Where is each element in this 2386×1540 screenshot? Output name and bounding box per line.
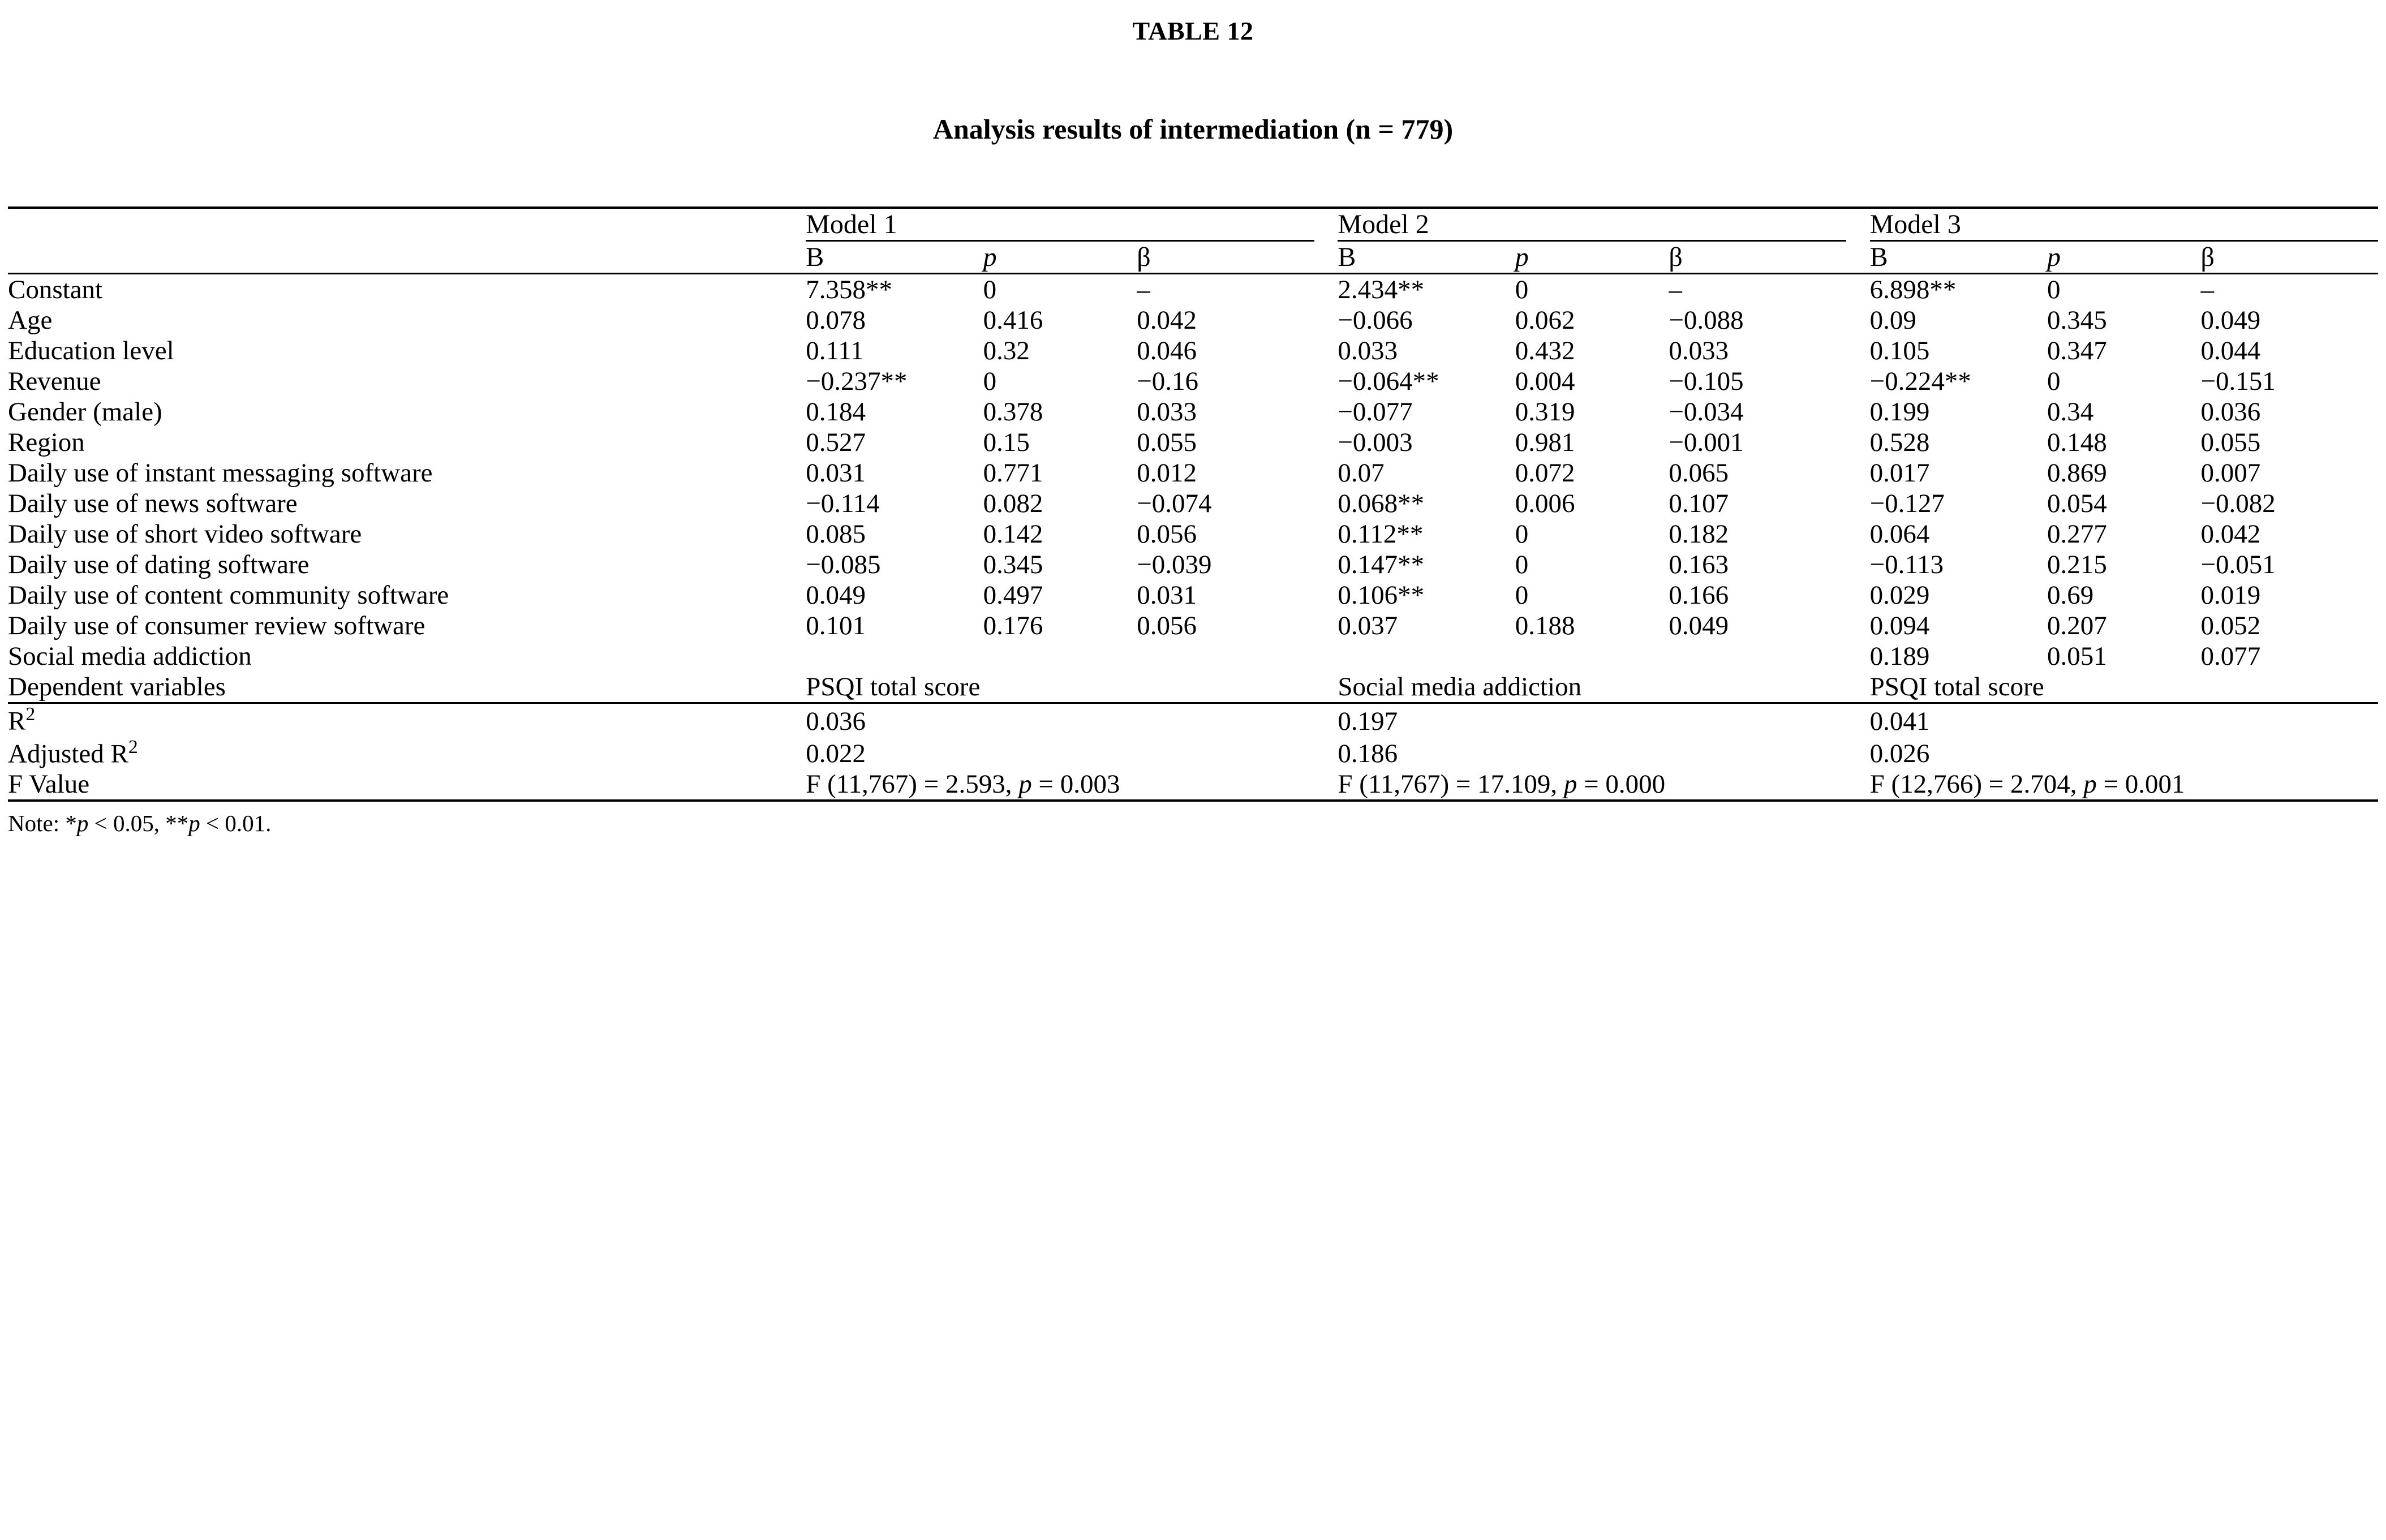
cell-m3-b: 0.029 xyxy=(1869,580,1930,610)
gap-cell xyxy=(1846,427,1870,458)
row-label: Revenue xyxy=(8,367,101,396)
cell-m3-beta: 0.049 xyxy=(2200,306,2261,335)
f-value-m1-p: p xyxy=(1018,769,1032,799)
gap-cell xyxy=(1846,519,1870,549)
table-row xyxy=(8,366,2378,397)
cell-m3-beta: 0.052 xyxy=(2200,611,2261,640)
table-row xyxy=(8,274,2378,306)
table-row xyxy=(8,458,2378,488)
m2-col-p: p xyxy=(1515,242,1529,272)
cell-m2-p: 0.072 xyxy=(1515,458,1575,488)
cell-m3-b: 0.189 xyxy=(1869,642,1930,671)
gap-cell xyxy=(1846,769,1870,801)
gap-cell xyxy=(1846,208,1870,241)
stat-m1: 0.022 xyxy=(806,739,866,769)
cell-m1-p: 0 xyxy=(983,367,997,396)
table-row xyxy=(8,335,2378,366)
row-label xyxy=(8,703,806,737)
f-value-m2-p: p xyxy=(1563,769,1577,799)
cell-m3-b: −0.113 xyxy=(1869,550,1944,579)
cell-m2-b: −0.003 xyxy=(1338,428,1413,457)
cell-m3-p: 0.051 xyxy=(2047,642,2107,671)
r-squared-sup: 2 xyxy=(25,704,36,725)
cell-m2-beta: 0.049 xyxy=(1669,611,1729,640)
table-row xyxy=(8,641,2378,672)
row-label: Daily use of consumer review software xyxy=(8,611,425,640)
stat-m2: 0.197 xyxy=(1338,703,1846,737)
gap-cell xyxy=(1846,458,1870,488)
table-row xyxy=(8,580,2378,610)
row-label: Social media addiction xyxy=(8,642,252,671)
model-1-header: Model 1 xyxy=(806,208,1314,241)
cell-m3-beta: 0.036 xyxy=(2200,397,2261,427)
row-label: Dependent variables xyxy=(8,672,226,702)
gap-cell xyxy=(1314,641,1338,672)
cell-m1-p: 0.142 xyxy=(983,519,1043,549)
gap-cell xyxy=(1846,335,1870,366)
cell-m1-p: 0.32 xyxy=(983,336,1030,365)
cell-m1-p: 0.771 xyxy=(983,458,1043,488)
cell-m3-b: 0.09 xyxy=(1869,306,1916,335)
f-value-m2-post: = 0.000 xyxy=(1577,769,1666,799)
cell-m3-b: 0.064 xyxy=(1869,519,1930,549)
cell-m2-p: 0.319 xyxy=(1515,397,1575,427)
f-value-m2-pre: F (11,767) = 17.109, xyxy=(1338,769,1564,799)
cell-m3-b: 0.017 xyxy=(1869,458,1930,488)
cell-m3-p: 0.34 xyxy=(2047,397,2094,427)
note-suffix: < 0.01. xyxy=(200,810,272,837)
gap-cell xyxy=(1314,458,1338,488)
row-label: Daily use of dating software xyxy=(8,550,309,579)
cell-m2-b xyxy=(1338,641,1515,672)
cell-m3-b: −0.224** xyxy=(1869,367,1971,396)
model-3-header: Model 3 xyxy=(1870,208,2378,241)
cell-m2-beta: – xyxy=(1669,274,1846,306)
cell-m2-p: 0.432 xyxy=(1515,336,1575,365)
gap-cell xyxy=(1314,335,1338,366)
cell-m3-p: 0.148 xyxy=(2047,428,2107,457)
cell-m3-beta: – xyxy=(2201,274,2378,306)
row-label: Region xyxy=(8,428,85,457)
stat-m3: 0.041 xyxy=(1870,703,2378,737)
gap-cell xyxy=(1846,397,1870,427)
model-2-header: Model 2 xyxy=(1338,208,1846,241)
stat-m3: 0.026 xyxy=(1869,739,1930,769)
cell-m1-beta: 0.033 xyxy=(1137,397,1197,427)
cell-m1-p: 0.416 xyxy=(983,306,1043,335)
cell-m2-beta: −0.088 xyxy=(1669,306,1744,335)
adjusted-r-squared-label: Adjusted R xyxy=(8,739,128,769)
cell-m3-p: 0.345 xyxy=(2047,306,2107,335)
f-value-m1-pre: F (11,767) = 2.593, xyxy=(806,769,1019,799)
cell-m2-p: 0.981 xyxy=(1515,428,1575,457)
cell-m3-p: 0.215 xyxy=(2047,550,2107,579)
cell-m1-beta: 0.042 xyxy=(1137,306,1197,335)
cell-m1-p xyxy=(983,641,1137,672)
gap-cell xyxy=(1846,366,1870,397)
model-header-row xyxy=(8,208,2378,241)
note-p-1: p xyxy=(76,810,89,837)
gap-cell xyxy=(1314,519,1338,549)
cell-m3-p: 0.69 xyxy=(2047,580,2094,610)
cell-m1-b: −0.237** xyxy=(806,367,908,396)
gap-cell xyxy=(1314,241,1338,274)
cell-m2-p xyxy=(1515,641,1669,672)
cell-m2-b: 2.434** xyxy=(1338,274,1515,306)
cell-m2-p: 0.006 xyxy=(1515,489,1575,518)
gap-cell xyxy=(1314,549,1338,580)
cell-m3-beta: 0.044 xyxy=(2200,336,2261,365)
note-p-2: p xyxy=(188,810,200,837)
cell-m1-p: 0.378 xyxy=(983,397,1043,427)
cell-m2-b: 0.112** xyxy=(1338,519,1424,549)
cell-m2-b: −0.066 xyxy=(1338,306,1413,335)
cell-m3-beta: −0.082 xyxy=(2200,489,2276,518)
m1-col-p: p xyxy=(983,242,997,272)
gap-cell xyxy=(1846,274,1870,306)
gap-cell xyxy=(1846,610,1870,641)
gap-cell xyxy=(1314,274,1338,306)
f-value-m3-pre: F (12,766) = 2.704, xyxy=(1869,769,2084,799)
empty-corner xyxy=(8,208,806,241)
cell-m1-beta: 0.046 xyxy=(1137,336,1197,365)
cell-m3-beta: 0.007 xyxy=(2200,458,2261,488)
dep-m2: Social media addiction xyxy=(1338,672,1582,702)
gap-cell xyxy=(1314,397,1338,427)
f-value-m3-post: = 0.001 xyxy=(2096,769,2185,799)
cell-m3-b: 6.898** xyxy=(1870,274,2047,306)
row-label: Gender (male) xyxy=(8,397,162,427)
table-number: TABLE 12 xyxy=(1132,16,1254,45)
gap-cell xyxy=(1846,305,1870,335)
cell-m2-beta: 0.166 xyxy=(1669,580,1729,610)
cell-m2-p: 0 xyxy=(1515,580,1529,610)
cell-m1-b: 0.527 xyxy=(806,428,866,457)
cell-m2-b: 0.147** xyxy=(1338,550,1425,579)
gap-cell xyxy=(1314,672,1338,703)
f-value-m1 xyxy=(806,769,1314,801)
row-label xyxy=(8,737,806,769)
cell-m1-b xyxy=(806,641,983,672)
cell-m1-b: 0.031 xyxy=(806,458,866,488)
cell-m3-beta: 0.055 xyxy=(2200,428,2261,457)
cell-m3-b: 0.199 xyxy=(1869,397,1930,427)
cell-m2-beta: 0.107 xyxy=(1669,489,1729,518)
cell-m3-beta: 0.077 xyxy=(2200,642,2261,671)
gap-cell xyxy=(1314,488,1338,519)
dep-m1: PSQI total score xyxy=(806,672,981,702)
cell-m1-p: 0.497 xyxy=(983,580,1043,610)
cell-m1-b: 0.085 xyxy=(806,519,866,549)
table-note xyxy=(8,802,2378,837)
cell-m1-beta: 0.031 xyxy=(1137,580,1197,610)
cell-m1-b: 0.101 xyxy=(806,611,866,640)
gap-cell xyxy=(1846,672,1870,703)
cell-m1-b: 0.049 xyxy=(806,580,866,610)
sub-header-row xyxy=(8,241,2378,274)
cell-m1-beta: −0.039 xyxy=(1137,550,1212,579)
cell-m3-p: 0.207 xyxy=(2047,611,2107,640)
f-value-m1-post: = 0.003 xyxy=(1031,769,1120,799)
gap-cell xyxy=(1314,769,1338,801)
cell-m2-p: 0 xyxy=(1515,550,1529,579)
cell-m2-beta: 0.065 xyxy=(1669,458,1729,488)
cell-m1-b: 0.111 xyxy=(806,336,864,365)
cell-m2-b: 0.068** xyxy=(1338,489,1425,518)
cell-m1-b: 0.078 xyxy=(806,306,866,335)
adjusted-r-squared-row xyxy=(8,737,2378,769)
stat-m1: 0.036 xyxy=(806,703,1314,737)
cell-m2-beta xyxy=(1669,641,1846,672)
cell-m3-p: 0 xyxy=(2047,367,2061,396)
table-row xyxy=(8,305,2378,335)
gap-cell xyxy=(1314,580,1338,610)
table-row xyxy=(8,397,2378,427)
cell-m2-b: −0.077 xyxy=(1338,397,1413,427)
cell-m3-beta: −0.151 xyxy=(2200,367,2276,396)
cell-m1-b: −0.085 xyxy=(806,550,881,579)
gap-cell xyxy=(1846,703,1870,737)
cell-m3-p: 0 xyxy=(2047,274,2201,306)
cell-m1-b: 7.358** xyxy=(806,274,983,306)
cell-m2-p: 0 xyxy=(1515,519,1529,549)
note-prefix: Note: * xyxy=(8,810,77,837)
gap-cell xyxy=(1846,241,1870,274)
cell-m1-beta: 0.056 xyxy=(1137,519,1197,549)
m3-col-b: B xyxy=(1869,242,1888,272)
row-label: Daily use of content community software xyxy=(8,580,449,610)
table-row xyxy=(8,488,2378,519)
cell-m1-beta: −0.074 xyxy=(1137,489,1212,518)
cell-m1-p: 0.082 xyxy=(983,489,1043,518)
gap-cell xyxy=(1314,427,1338,458)
dep-m3: PSQI total score xyxy=(1869,672,2044,702)
row-label: Constant xyxy=(8,274,806,306)
cell-m2-beta: −0.034 xyxy=(1669,397,1744,427)
cell-m1-b: −0.114 xyxy=(806,489,880,518)
cell-m3-b: 0.528 xyxy=(1869,428,1930,457)
cell-m2-beta: −0.105 xyxy=(1669,367,1744,396)
cell-m3-p: 0.347 xyxy=(2047,336,2107,365)
table-row xyxy=(8,549,2378,580)
f-value-m3-p: p xyxy=(2083,769,2097,799)
cell-m2-p: 0 xyxy=(1515,274,1669,306)
cell-m1-beta: 0.055 xyxy=(1137,428,1197,457)
cell-m2-beta: −0.001 xyxy=(1669,428,1744,457)
cell-m3-b: 0.105 xyxy=(1869,336,1930,365)
cell-m3-p: 0.277 xyxy=(2047,519,2107,549)
cell-m3-p: 0.054 xyxy=(2047,489,2107,518)
cell-m1-b: 0.184 xyxy=(806,397,866,427)
cell-m1-p: 0.15 xyxy=(983,428,1030,457)
r-squared-row xyxy=(8,703,2378,737)
f-value-m2 xyxy=(1338,769,1846,801)
row-label: Daily use of news software xyxy=(8,489,298,518)
cell-m2-b: 0.106** xyxy=(1338,580,1425,610)
gap-cell xyxy=(1846,580,1870,610)
cell-m1-beta: – xyxy=(1137,274,1314,306)
gap-cell xyxy=(1846,488,1870,519)
cell-m1-beta xyxy=(1137,641,1314,672)
row-label: Daily use of short video software xyxy=(8,519,362,549)
cell-m2-b: 0.033 xyxy=(1338,336,1398,365)
table-title: Analysis results of intermediation (n = 779) xyxy=(932,113,1454,145)
note-mid: < 0.05, ** xyxy=(88,810,189,837)
m2-col-b: B xyxy=(1338,242,1356,272)
cell-m2-p: 0.188 xyxy=(1515,611,1575,640)
f-value-m3 xyxy=(1870,769,2378,801)
m1-col-b: B xyxy=(806,242,824,272)
table-row xyxy=(8,427,2378,458)
f-value-row xyxy=(8,769,2378,801)
gap-cell xyxy=(1314,208,1338,241)
gap-cell xyxy=(1846,549,1870,580)
cell-m2-beta: 0.033 xyxy=(1669,336,1729,365)
results-table xyxy=(8,207,2378,802)
stat-m2: 0.186 xyxy=(1338,739,1398,769)
gap-cell xyxy=(1846,737,1870,769)
cell-m1-p: 0.176 xyxy=(983,611,1043,640)
gap-cell xyxy=(1314,305,1338,335)
gap-cell xyxy=(1314,737,1338,769)
cell-m3-beta: 0.042 xyxy=(2200,519,2261,549)
cell-m2-beta: 0.163 xyxy=(1669,550,1729,579)
cell-m1-p: 0.345 xyxy=(983,550,1043,579)
cell-m2-b: −0.064** xyxy=(1338,367,1439,396)
row-label: Education level xyxy=(8,336,174,365)
cell-m3-b: 0.094 xyxy=(1869,611,1930,640)
cell-m3-beta: 0.019 xyxy=(2200,580,2261,610)
m1-col-beta: β xyxy=(1137,242,1151,272)
cell-m1-p: 0 xyxy=(983,274,1137,306)
r-squared-label: R xyxy=(8,706,26,736)
cell-m2-p: 0.062 xyxy=(1515,306,1575,335)
gap-cell xyxy=(1314,703,1338,737)
row-label: Age xyxy=(8,306,53,335)
cell-m2-b: 0.037 xyxy=(1338,611,1398,640)
m2-col-beta: β xyxy=(1669,242,1683,272)
m3-col-beta: β xyxy=(2200,242,2215,272)
cell-m3-p: 0.869 xyxy=(2047,458,2107,488)
cell-m1-beta: 0.056 xyxy=(1137,611,1197,640)
table-row xyxy=(8,610,2378,641)
cell-m3-beta: −0.051 xyxy=(2200,550,2276,579)
m3-col-p: p xyxy=(2047,242,2061,272)
cell-m1-beta: 0.012 xyxy=(1137,458,1197,488)
cell-m3-b: −0.127 xyxy=(1869,489,1945,518)
gap-cell xyxy=(1314,366,1338,397)
cell-m2-p: 0.004 xyxy=(1515,367,1575,396)
empty-corner xyxy=(8,241,806,274)
table-row xyxy=(8,519,2378,549)
cell-m1-beta: −0.16 xyxy=(1137,367,1198,396)
row-label: Daily use of instant messaging software xyxy=(8,458,433,488)
dependent-variables-row xyxy=(8,672,2378,703)
gap-cell xyxy=(1846,641,1870,672)
cell-m2-b: 0.07 xyxy=(1338,458,1385,488)
gap-cell xyxy=(1314,610,1338,641)
adjusted-r-squared-sup: 2 xyxy=(128,736,138,758)
row-label: F Value xyxy=(8,769,806,801)
cell-m2-beta: 0.182 xyxy=(1669,519,1729,549)
